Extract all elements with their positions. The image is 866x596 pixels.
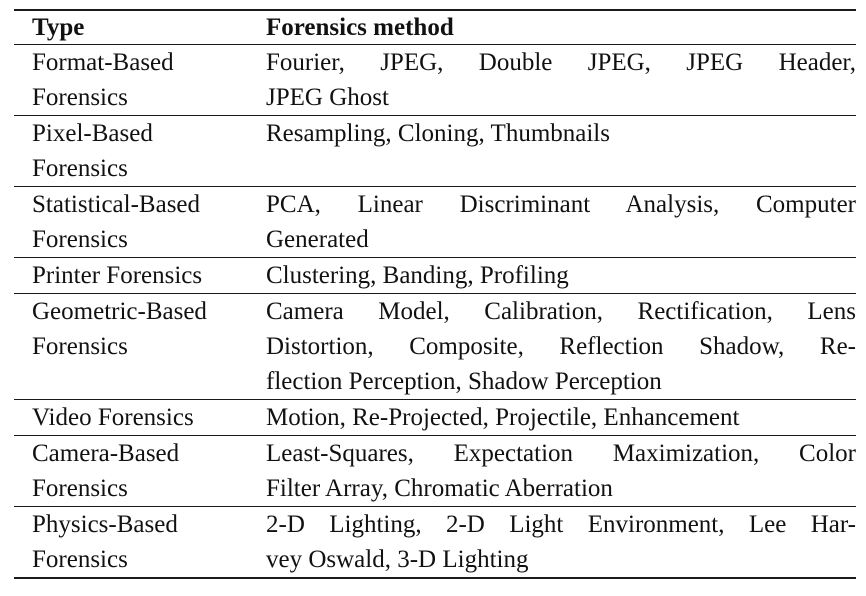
type-cell [14,45,266,116]
method-line: flection Perception, Shadow Perception [266,368,662,395]
header-row [14,10,856,45]
method-line: 2-D Lighting, 2-D Light Environment, Lee Har- [266,511,856,538]
method-line: Clustering, Banding, Profiling [266,262,569,289]
method-cell [266,116,856,187]
method-line: Distortion, Composite, Reflection Shadow, Re- [266,333,856,360]
method-line: JPEG Ghost [266,84,389,111]
table-row [14,116,856,187]
table-row [14,187,856,258]
table-row [14,507,856,579]
table-row [14,294,856,400]
method-cell [266,400,856,436]
method-line: Generated [266,226,369,253]
type-line: Forensics [32,84,128,111]
type-line: Forensics [32,475,128,502]
table-row [14,436,856,507]
type-cell [14,187,266,258]
type-line: Forensics [32,546,128,573]
type-cell [14,294,266,400]
method-line: Camera Model, Calibration, Rectification, Lens [266,298,856,325]
type-cell [14,258,266,294]
method-line: Motion, Re-Projected, Projectile, Enhancement [266,404,740,431]
type-line: Forensics [32,333,128,360]
method-cell [266,436,856,507]
column-header-forensics-method: Forensics method [266,14,454,41]
type-line: Forensics [32,155,128,182]
type-line: Physics-Based [32,511,178,538]
method-cell [266,507,856,579]
type-line: Printer Forensics [32,262,203,289]
method-cell [266,45,856,116]
table-row [14,45,856,116]
type-line: Statistical-Based [32,191,201,218]
type-cell [14,116,266,187]
type-line: Pixel-Based [32,120,153,147]
column-header-type: Type [32,14,85,41]
type-line: Forensics [32,226,128,253]
method-cell [266,258,856,294]
table-row [14,258,856,294]
method-line: PCA, Linear Discriminant Analysis, Computer [266,191,856,218]
method-line: vey Oswald, 3-D Lighting [266,546,529,573]
forensics-methods-table-container [14,9,856,579]
type-cell [14,507,266,579]
type-cell [14,436,266,507]
table-header [14,10,856,45]
method-line: Fourier, JPEG, Double JPEG, JPEG Header, [266,49,856,76]
type-line: Geometric-Based [32,298,207,325]
type-line: Video Forensics [32,404,194,431]
table-row [14,400,856,436]
method-line: Least-Squares, Expectation Maximization, Color [266,440,856,467]
method-cell [266,187,856,258]
table-body [14,45,856,579]
type-line: Camera-Based [32,440,180,467]
type-cell [14,400,266,436]
forensics-methods-table [14,9,856,579]
method-cell [266,294,856,400]
method-line: Resampling, Cloning, Thumbnails [266,120,610,147]
method-line: Filter Array, Chromatic Aberration [266,475,613,502]
type-line: Format-Based [32,49,174,76]
